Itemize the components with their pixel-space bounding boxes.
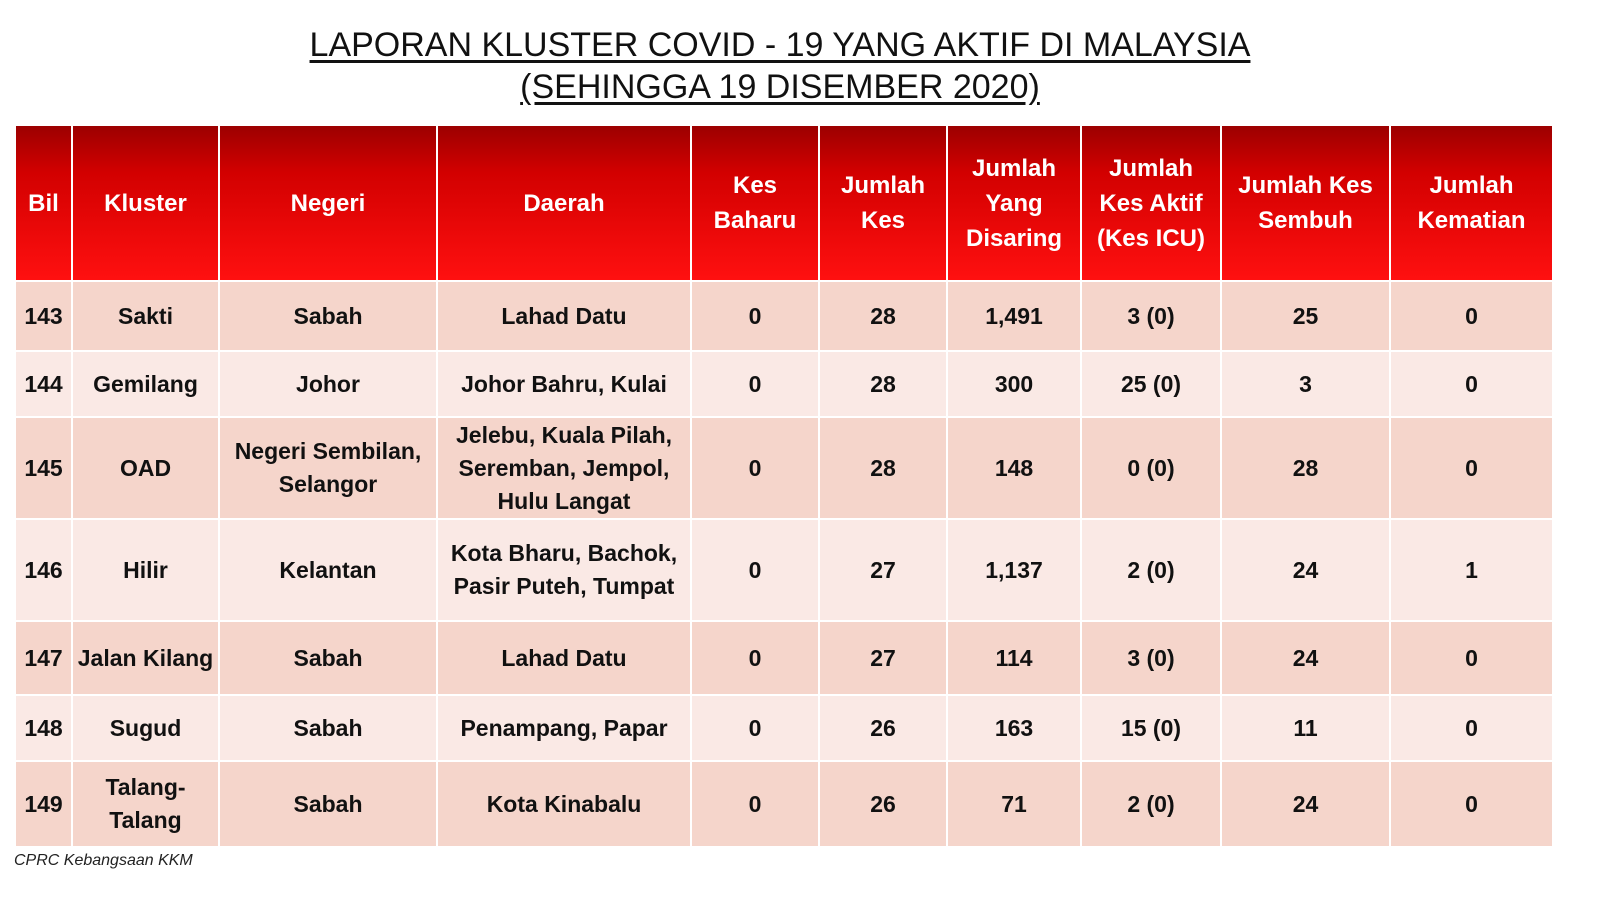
header-daerah: Daerah [437, 125, 691, 281]
cell-bil: 147 [15, 621, 72, 695]
cell-jumlah-disaring: 148 [947, 417, 1081, 519]
cell-jumlah-kematian: 0 [1390, 417, 1553, 519]
cell-kes-baharu: 0 [691, 621, 819, 695]
cell-jumlah-sembuh: 24 [1221, 519, 1390, 621]
cell-jumlah-aktif: 25 (0) [1081, 351, 1221, 417]
cell-kes-baharu: 0 [691, 281, 819, 351]
cell-jumlah-kes: 26 [819, 695, 947, 761]
table-row [15, 761, 1553, 847]
source-note: CPRC Kebangsaan KKM [14, 852, 193, 869]
header-jumlah-sembuh: Jumlah Kes Sembuh [1221, 125, 1390, 281]
cell-negeri: Negeri Sembilan, Selangor [219, 417, 437, 519]
cell-negeri: Sabah [219, 621, 437, 695]
cell-jumlah-kematian: 0 [1390, 281, 1553, 351]
header-jumlah-kematian: Jumlah Kematian [1390, 125, 1553, 281]
cell-kes-baharu: 0 [691, 351, 819, 417]
cell-jumlah-disaring: 300 [947, 351, 1081, 417]
cell-jumlah-aktif: 2 (0) [1081, 761, 1221, 847]
table-row [15, 695, 1553, 761]
cell-jumlah-aktif: 0 (0) [1081, 417, 1221, 519]
cell-jumlah-sembuh: 11 [1221, 695, 1390, 761]
cell-kluster: Talang-Talang [72, 761, 219, 847]
header-bil: Bil [15, 125, 72, 281]
cell-jumlah-sembuh: 24 [1221, 761, 1390, 847]
cell-jumlah-aktif: 2 (0) [1081, 519, 1221, 621]
cell-jumlah-disaring: 163 [947, 695, 1081, 761]
cell-jumlah-aktif: 3 (0) [1081, 621, 1221, 695]
title-line-2: (SEHINGGA 19 DISEMBER 2020) [520, 68, 1040, 106]
cell-bil: 143 [15, 281, 72, 351]
report-title [0, 24, 1560, 108]
cell-bil: 149 [15, 761, 72, 847]
cell-bil: 144 [15, 351, 72, 417]
cell-jumlah-disaring: 1,137 [947, 519, 1081, 621]
cell-daerah: Lahad Datu [437, 621, 691, 695]
cell-negeri: Johor [219, 351, 437, 417]
cell-daerah: Penampang, Papar [437, 695, 691, 761]
cell-bil: 145 [15, 417, 72, 519]
cell-kluster: Jalan Kilang [72, 621, 219, 695]
cell-negeri: Sabah [219, 695, 437, 761]
cell-kes-baharu: 0 [691, 695, 819, 761]
header-jumlah-kes: Jumlah Kes [819, 125, 947, 281]
header-kluster: Kluster [72, 125, 219, 281]
table-row [15, 281, 1553, 351]
cell-kes-baharu: 0 [691, 761, 819, 847]
cell-kluster: Gemilang [72, 351, 219, 417]
cell-negeri: Sabah [219, 281, 437, 351]
cell-daerah: Lahad Datu [437, 281, 691, 351]
cell-daerah: Johor Bahru, Kulai [437, 351, 691, 417]
cell-jumlah-sembuh: 3 [1221, 351, 1390, 417]
cell-jumlah-kes: 27 [819, 621, 947, 695]
header-negeri: Negeri [219, 125, 437, 281]
cell-jumlah-disaring: 1,491 [947, 281, 1081, 351]
cell-jumlah-kes: 28 [819, 351, 947, 417]
cell-jumlah-sembuh: 24 [1221, 621, 1390, 695]
table-row [15, 417, 1553, 519]
cell-jumlah-kes: 26 [819, 761, 947, 847]
header-row [15, 125, 1553, 281]
cell-jumlah-kematian: 0 [1390, 351, 1553, 417]
cell-jumlah-kes: 27 [819, 519, 947, 621]
cell-kes-baharu: 0 [691, 417, 819, 519]
cell-kluster: Sugud [72, 695, 219, 761]
table-body [15, 281, 1553, 847]
cell-negeri: Sabah [219, 761, 437, 847]
table-header [15, 125, 1553, 281]
cell-jumlah-kematian: 0 [1390, 695, 1553, 761]
table-row [15, 351, 1553, 417]
cell-jumlah-kes: 28 [819, 417, 947, 519]
cell-daerah: Jelebu, Kuala Pilah, Seremban, Jempol, Hulu Langat [437, 417, 691, 519]
cell-jumlah-sembuh: 25 [1221, 281, 1390, 351]
cell-jumlah-sembuh: 28 [1221, 417, 1390, 519]
cell-jumlah-disaring: 71 [947, 761, 1081, 847]
cell-jumlah-kematian: 1 [1390, 519, 1553, 621]
cell-daerah: Kota Bharu, Bachok, Pasir Puteh, Tumpat [437, 519, 691, 621]
cell-jumlah-aktif: 15 (0) [1081, 695, 1221, 761]
cell-jumlah-kematian: 0 [1390, 621, 1553, 695]
cell-jumlah-disaring: 114 [947, 621, 1081, 695]
cell-kluster: Hilir [72, 519, 219, 621]
header-jumlah-aktif: Jumlah Kes Aktif (Kes ICU) [1081, 125, 1221, 281]
table-row [15, 519, 1553, 621]
cell-kluster: Sakti [72, 281, 219, 351]
cell-kes-baharu: 0 [691, 519, 819, 621]
table-row [15, 621, 1553, 695]
header-kes-baharu: Kes Baharu [691, 125, 819, 281]
cell-daerah: Kota Kinabalu [437, 761, 691, 847]
cell-bil: 148 [15, 695, 72, 761]
cell-kluster: OAD [72, 417, 219, 519]
header-jumlah-disaring: Jumlah Yang Disaring [947, 125, 1081, 281]
cell-jumlah-aktif: 3 (0) [1081, 281, 1221, 351]
cell-jumlah-kematian: 0 [1390, 761, 1553, 847]
cluster-table [14, 124, 1554, 848]
cell-bil: 146 [15, 519, 72, 621]
title-line-1: LAPORAN KLUSTER COVID - 19 YANG AKTIF DI MALAYSIA [309, 26, 1251, 64]
cell-negeri: Kelantan [219, 519, 437, 621]
cell-jumlah-kes: 28 [819, 281, 947, 351]
